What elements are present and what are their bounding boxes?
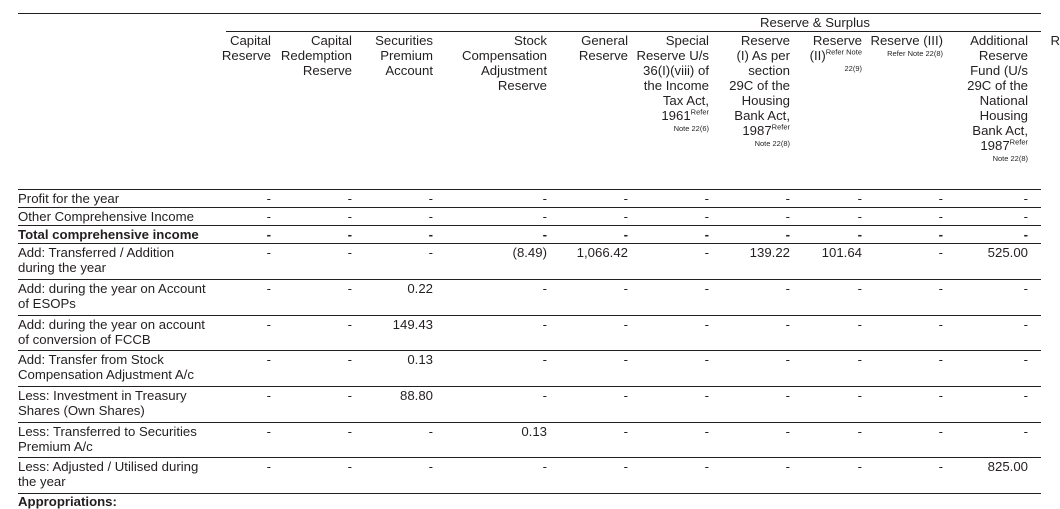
cell-reserve_ii: -: [857, 459, 862, 474]
cell-reserve_ii: -: [857, 317, 862, 332]
column-header-note: Note 22(8): [992, 154, 1028, 163]
row-label-line: Compensation Adjustment A/c: [18, 367, 194, 382]
cell-stock_compensation: -: [542, 388, 547, 403]
column-header-capital_redemption_reserve: [262, 33, 352, 78]
column-header-line: Adjustment: [481, 63, 547, 78]
cell-capital_reserve: -: [266, 191, 271, 206]
row-label-line: Less: Investment in Treasury: [18, 388, 187, 403]
group-header: Reserve & Surplus: [760, 15, 870, 30]
column-header-sup: Refer Note: [825, 47, 862, 57]
cell-capital_redemption_reserve: -: [347, 388, 352, 403]
group-header-rule: [226, 31, 1041, 32]
cell-stock_compensation: 0.13: [521, 424, 547, 439]
row-label-line: of ESOPs: [18, 296, 76, 311]
cell-reserve_i: -: [785, 352, 790, 367]
column-header-line: Reserve: [978, 48, 1028, 63]
column-header-note: Note 22(6): [673, 124, 709, 133]
column-header-stock_compensation: [437, 33, 547, 93]
cell-reserve_iii: -: [938, 281, 943, 296]
cell-additional_reserve: -: [1023, 281, 1028, 296]
column-header-capital_reserve: [201, 33, 271, 63]
row-rule: [18, 243, 1041, 244]
cell-securities_premium: -: [428, 459, 433, 474]
cell-capital_redemption_reserve: -: [347, 459, 352, 474]
cell-capital_redemption_reserve: -: [347, 352, 352, 367]
row-label: [18, 494, 218, 509]
cell-reserve_ii: -: [857, 388, 862, 403]
cell-additional_reserve: -: [1023, 227, 1028, 242]
cell-reserve_i: -: [785, 459, 790, 474]
cell-general_reserve: -: [623, 281, 628, 296]
cell-stock_compensation: -: [542, 317, 547, 332]
row-label: [18, 388, 218, 418]
row-rule: [18, 315, 1041, 316]
cell-general_reserve: -: [623, 191, 628, 206]
cell-special_reserve: -: [704, 281, 709, 296]
column-header-line: Housing: [979, 108, 1028, 123]
row-rule: [18, 350, 1041, 351]
cell-capital_reserve: -: [266, 352, 271, 367]
cell-reserve_i: -: [785, 191, 790, 206]
cell-securities_premium: -: [428, 245, 433, 260]
cell-general_reserve: 1,066.42: [576, 245, 628, 260]
row-label-line: Add: Transfer from Stock: [18, 352, 164, 367]
column-header-reserve_iii: [843, 33, 943, 60]
cell-special_reserve: -: [704, 388, 709, 403]
cell-reserve_i: -: [785, 209, 790, 224]
cell-capital_reserve: -: [266, 388, 271, 403]
column-header-line: section: [748, 63, 790, 78]
row-label: [18, 317, 218, 347]
cell-general_reserve: -: [623, 388, 628, 403]
cell-securities_premium: -: [428, 424, 433, 439]
column-header-line: 29C of the: [967, 78, 1028, 93]
cell-special_reserve: -: [704, 191, 709, 206]
column-header-line: Reserve: [578, 48, 628, 63]
column-header-line: Account: [385, 63, 433, 78]
cell-securities_premium: -: [428, 191, 433, 206]
cell-capital_redemption_reserve: -: [347, 281, 352, 296]
column-header-line: Securities: [375, 33, 433, 48]
row-label-line: Profit for the year: [18, 191, 120, 206]
cell-stock_compensation: -: [542, 459, 547, 474]
cell-securities_premium: 88.80: [399, 388, 433, 403]
cell-stock_compensation: -: [542, 227, 547, 242]
cell-reserve_iii: -: [938, 227, 943, 242]
cell-securities_premium: 0.13: [407, 352, 433, 367]
column-header-line: (II)$^{Refer Note}$: [809, 47, 862, 63]
cell-reserve_iii: -: [938, 352, 943, 367]
cell-stock_compensation: -: [542, 352, 547, 367]
cell-reserve_i: -: [785, 227, 790, 242]
cell-capital_redemption_reserve: -: [347, 245, 352, 260]
column-header-note: Note 22(8): [754, 139, 790, 148]
column-header-line: National: [979, 93, 1028, 108]
cell-reserve_i: -: [785, 281, 790, 296]
column-header-line: $1961^{Refer}$: [661, 107, 709, 123]
column-header-line: Reserve: [740, 33, 790, 48]
cell-additional_reserve: 525.00: [987, 245, 1028, 260]
cell-additional_reserve: -: [1023, 352, 1028, 367]
row-label: [18, 191, 218, 206]
row-label-line: Premium A/c: [18, 439, 93, 454]
cell-reserve_ii: -: [857, 227, 862, 242]
cell-capital_reserve: -: [266, 317, 271, 332]
cell-capital_redemption_reserve: -: [347, 227, 352, 242]
column-header-line: Tax Act,: [662, 93, 709, 108]
cell-reserve_iii: -: [938, 459, 943, 474]
cell-additional_reserve: -: [1023, 317, 1028, 332]
cell-reserve_i: 139.22: [749, 245, 790, 260]
cell-capital_redemption_reserve: -: [347, 424, 352, 439]
column-header-note: 22(9): [844, 64, 862, 73]
row-label-line: Shares (Own Shares): [18, 403, 145, 418]
cell-special_reserve: -: [704, 317, 709, 332]
cell-special_reserve: -: [704, 352, 709, 367]
cell-general_reserve: -: [623, 424, 628, 439]
cell-reserve_ii: -: [857, 191, 862, 206]
column-header-line: Reserve: [302, 63, 352, 78]
column-header-line: Special: [665, 33, 709, 48]
cell-securities_premium: 149.43: [392, 317, 433, 332]
cell-special_reserve: -: [704, 424, 709, 439]
column-header-general_reserve: [548, 33, 628, 63]
cell-capital_reserve: -: [266, 209, 271, 224]
column-header-sup: Refer: [771, 122, 790, 132]
cell-reserve_iii: -: [938, 317, 943, 332]
cell-additional_reserve: -: [1023, 388, 1028, 403]
row-rule: [18, 207, 1041, 208]
column-header-line: Capital: [229, 33, 271, 48]
cell-reserve_iii: -: [938, 209, 943, 224]
row-label: [18, 352, 218, 382]
cell-stock_compensation: -: [542, 191, 547, 206]
row-label-line: Total comprehensive income: [18, 227, 199, 242]
row-rule: [18, 457, 1041, 458]
column-header-line: Bank Act,: [972, 123, 1028, 138]
column-header-line: Reserve: [812, 33, 862, 48]
column-header-line: 36(I)(viii) of: [643, 63, 709, 78]
cell-special_reserve: -: [704, 459, 709, 474]
header-rule: [18, 189, 1041, 190]
column-header-securities_premium: [353, 33, 433, 78]
column-header-line: Capital: [310, 33, 352, 48]
top-rule: [18, 13, 1041, 14]
row-label: [18, 459, 218, 489]
cell-reserve_i: -: [785, 424, 790, 439]
row-label-line: the year: [18, 474, 66, 489]
column-header-line: Fund (U/s: [970, 63, 1028, 78]
row-label: [18, 245, 218, 275]
row-label-line: Less: Adjusted / Utilised during: [18, 459, 199, 474]
column-header-line: Additional: [970, 33, 1028, 48]
column-header-line: (I) As per: [736, 48, 790, 63]
column-header-line: Stock: [514, 33, 547, 48]
cell-reserve_iii: -: [938, 388, 943, 403]
column-header-line: R: [1050, 33, 1060, 48]
cell-securities_premium: -: [428, 209, 433, 224]
cell-capital_reserve: -: [266, 459, 271, 474]
cell-reserve_ii: -: [857, 281, 862, 296]
cell-reserve_ii: -: [857, 352, 862, 367]
column-header-line: 29C of the: [729, 78, 790, 93]
cell-capital_redemption_reserve: -: [347, 317, 352, 332]
cell-general_reserve: -: [623, 352, 628, 367]
column-header-cut_off: [1030, 33, 1060, 48]
cell-general_reserve: -: [623, 209, 628, 224]
row-label-line: Other Comprehensive Income: [18, 209, 194, 224]
cell-capital_reserve: -: [266, 424, 271, 439]
cell-reserve_ii: -: [857, 424, 862, 439]
column-header-line: Premium: [380, 48, 433, 63]
column-header-line: Reserve (III): [870, 33, 943, 48]
column-header-reserve_i: [710, 33, 790, 150]
row-label-line: Add: during the year on Account: [18, 281, 206, 296]
row-label: [18, 227, 218, 242]
row-label-line: Less: Transferred to Securities: [18, 424, 197, 439]
column-header-line: Housing: [741, 93, 790, 108]
row-label: [18, 424, 218, 454]
column-header-line: $1987^{Refer}$: [980, 137, 1028, 153]
cell-securities_premium: -: [428, 227, 433, 242]
cell-stock_compensation: -: [542, 209, 547, 224]
cell-reserve_ii: 101.64: [821, 245, 862, 260]
row-rule: [18, 422, 1041, 423]
cell-securities_premium: 0.22: [407, 281, 433, 296]
cell-capital_reserve: -: [266, 281, 271, 296]
row-label-line: of conversion of FCCB: [18, 332, 151, 347]
column-header-sup: Refer: [690, 107, 709, 117]
cell-reserve_iii: -: [938, 245, 943, 260]
cell-capital_reserve: -: [266, 245, 271, 260]
row-rule: [18, 386, 1041, 387]
row-label: [18, 209, 218, 224]
column-header-line: Bank Act,: [734, 108, 790, 123]
cell-reserve_i: -: [785, 317, 790, 332]
cell-additional_reserve: -: [1023, 209, 1028, 224]
cell-reserve_iii: -: [938, 424, 943, 439]
cell-general_reserve: -: [623, 317, 628, 332]
cell-reserve_ii: -: [857, 209, 862, 224]
column-header-line: Reserve: [221, 48, 271, 63]
cell-capital_redemption_reserve: -: [347, 209, 352, 224]
cell-additional_reserve: -: [1023, 424, 1028, 439]
cell-capital_redemption_reserve: -: [347, 191, 352, 206]
column-header-line: Compensation: [461, 48, 547, 63]
column-header-line: $1987^{Refer}$: [742, 122, 790, 138]
row-label-line: Appropriations:: [18, 494, 117, 509]
row-label-line: during the year: [18, 260, 106, 275]
row-rule: [18, 279, 1041, 280]
column-header-line: Redemption: [280, 48, 352, 63]
cell-stock_compensation: (8.49): [512, 245, 547, 260]
cell-additional_reserve: 825.00: [987, 459, 1028, 474]
column-header-line: the Income: [643, 78, 709, 93]
cell-general_reserve: -: [623, 227, 628, 242]
row-rule: [18, 225, 1041, 226]
column-header-line: Reserve U/s: [636, 48, 709, 63]
row-label: [18, 281, 218, 311]
column-header-note: Refer Note 22(8): [887, 49, 943, 58]
row-label-line: Add: Transferred / Addition: [18, 245, 175, 260]
cell-reserve_iii: -: [938, 191, 943, 206]
cell-stock_compensation: -: [542, 281, 547, 296]
column-header-line: Reserve: [497, 78, 547, 93]
cell-general_reserve: -: [623, 459, 628, 474]
column-header-special_reserve: [629, 33, 709, 135]
cell-special_reserve: -: [704, 227, 709, 242]
row-label-line: Add: during the year on account: [18, 317, 205, 332]
column-header-line: General: [581, 33, 628, 48]
cell-additional_reserve: -: [1023, 191, 1028, 206]
column-header-additional_reserve: [938, 33, 1028, 165]
cell-reserve_i: -: [785, 388, 790, 403]
cell-special_reserve: -: [704, 245, 709, 260]
cell-capital_reserve: -: [266, 227, 271, 242]
row-rule: [18, 493, 1041, 494]
cell-special_reserve: -: [704, 209, 709, 224]
column-header-sup: Refer: [1009, 137, 1028, 147]
